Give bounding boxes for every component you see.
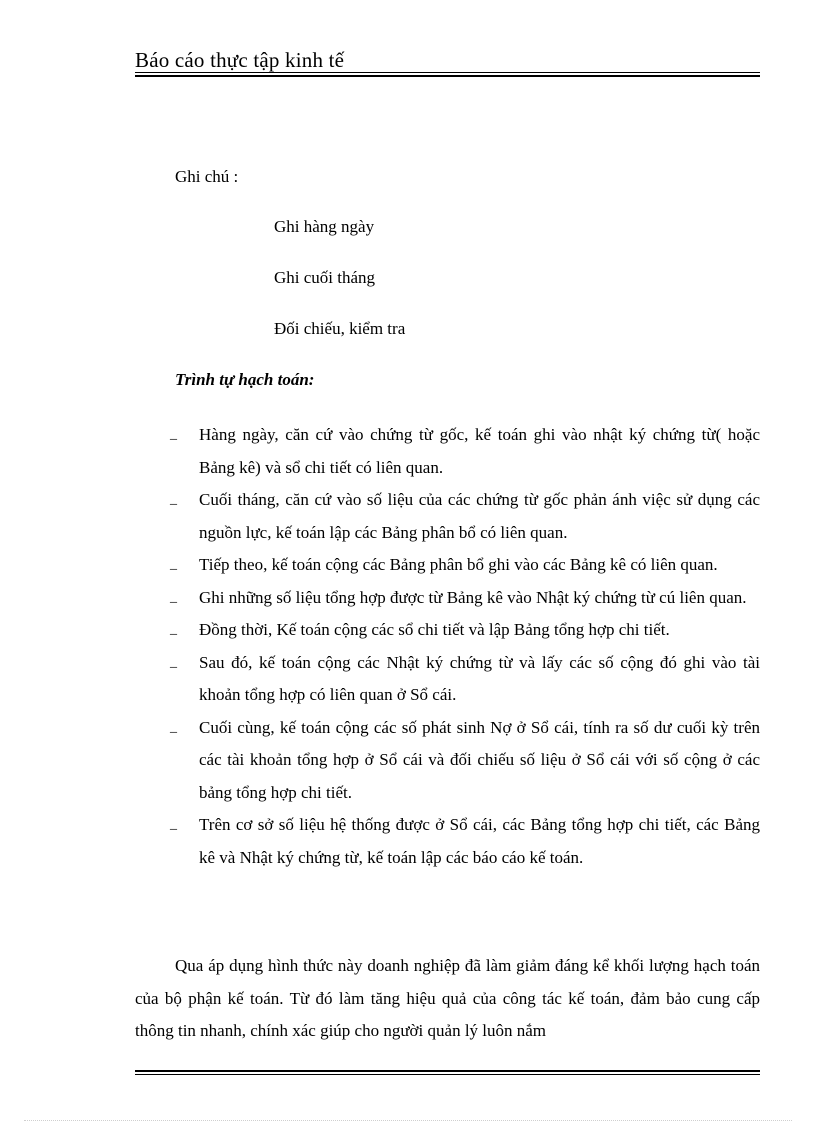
- bullet-dash: _: [170, 589, 177, 605]
- list-item: [170, 549, 760, 582]
- bullet-dash: _: [170, 492, 177, 507]
- list-item: [170, 582, 760, 615]
- step-text: Cuối cùng, kế toán cộng các số phát sinh Nợ ở Sổ cái, tính ra số dư cuối kỳ trên các tài khoản tổng hợp ở Sổ cái và đối chiếu số liệu ở Sổ cái với số cộng ở các bảng tổng hợp chi tiết.: [199, 717, 760, 802]
- step-text: Đồng thời, Kế toán cộng các sổ chi tiết và lập Bảng tổng hợp chi tiết.: [199, 620, 670, 639]
- step-text: Trên cơ sở số liệu hệ thống được ở Sổ cái, các Bảng tổng hợp chi tiết, các Bảng kê và Nhật ký chứng từ, kế toán lập các báo cáo kế toán.: [199, 815, 760, 867]
- notes-label: Ghi chú :: [175, 167, 239, 186]
- bullet-dash: _: [170, 557, 177, 572]
- list-item: [170, 712, 760, 810]
- step-text: Hàng ngày, căn cứ vào chứng từ gốc, kế toán ghi vào nhật ký chứng từ( hoặc Bảng kê) và sổ chi tiết có liên quan.: [199, 425, 760, 477]
- list-item: [170, 647, 760, 712]
- step-text: Ghi những số liệu tổng hợp được từ Bảng kê vào Nhật ký chứng từ cú liên quan.: [199, 587, 747, 607]
- list-item: [170, 484, 760, 549]
- bullet-dash: _: [170, 654, 177, 670]
- list-item: [170, 419, 760, 484]
- step-text: Sau đó, kế toán cộng các Nhật ký chứng từ và lấy các số cộng đó ghi vào tài khoản tổng hợp có liên quan ở Sổ cái.: [199, 652, 760, 704]
- page-edge-divider: [24, 1120, 792, 1121]
- closing-paragraph: Qua áp dụng hình thức này doanh nghiệp đã làm giảm đáng kể khối lượng hạch toán của bộ phận kế toán. Từ đó làm tăng hiệu quả của công tác kế toán, đảm bảo cung cấp thông tin nhanh, chính xác giúp cho người quản lý luôn nắm: [135, 956, 760, 1040]
- legend-month-end-entry: Ghi cuối tháng: [274, 268, 376, 287]
- procedure-heading: Trình tự hạch toán:: [175, 370, 315, 389]
- bullet-dash: _: [170, 622, 177, 637]
- bullet-dash: _: [170, 719, 177, 735]
- bullet-dash: _: [170, 427, 177, 442]
- page-header-title: Báo cáo thực tập kinh tế: [135, 48, 345, 72]
- legend-daily-entry: Ghi hàng ngày: [274, 217, 375, 236]
- procedure-steps-list: [170, 419, 760, 874]
- legend-reconciliation: Đối chiếu, kiểm tra: [274, 319, 406, 338]
- step-text: Cuối tháng, căn cứ vào số liệu của các chứng từ gốc phản ánh việc sử dụng các nguồn lực, kế toán lập các Bảng phân bổ có liên quan.: [199, 490, 760, 542]
- list-item: [170, 809, 760, 874]
- bullet-dash: _: [170, 817, 177, 832]
- step-text: Tiếp theo, kế toán cộng các Bảng phân bổ ghi vào các Bảng kê có liên quan.: [199, 555, 718, 574]
- list-item: [170, 614, 760, 647]
